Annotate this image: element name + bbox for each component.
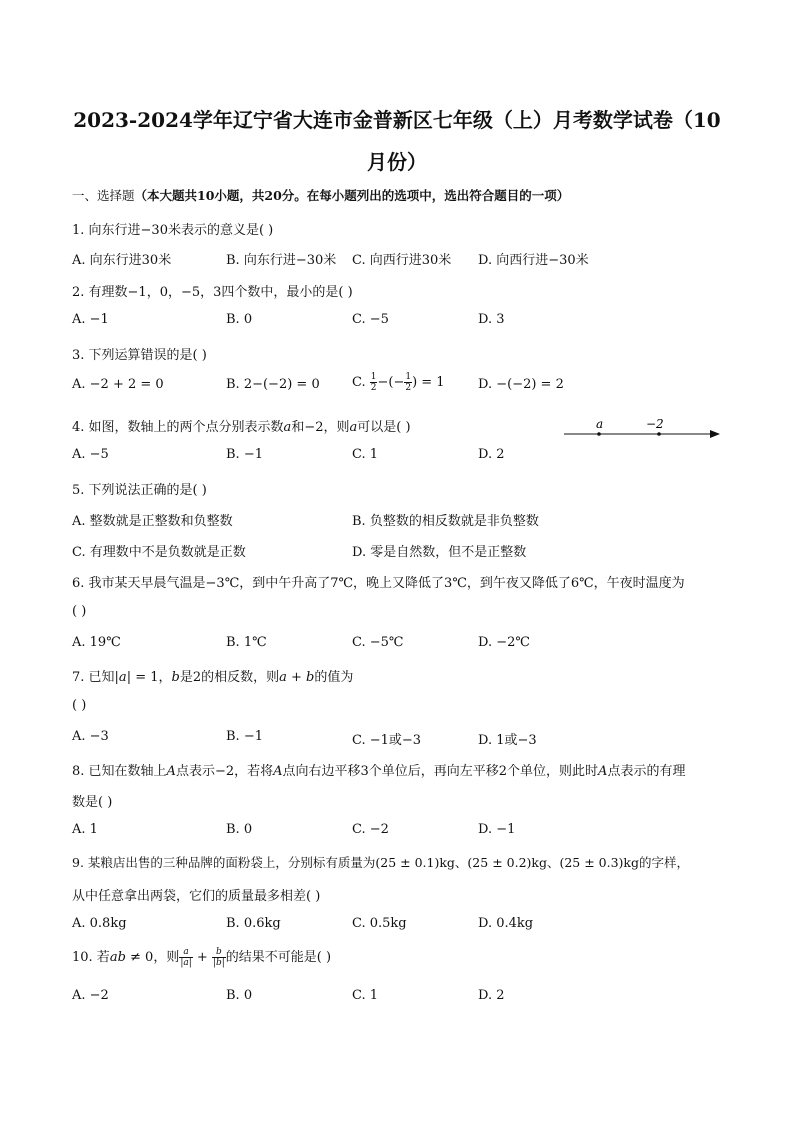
q7-option-d: D. 1或−3 [478, 733, 537, 748]
question-8-stem: 8. 已知在数轴上A点表示−2，若将A点向右边平移3个单位后，再向左平移2个单位，则此时A点表示的有理 [72, 764, 686, 779]
question-3-stem: 3. 下列运算错误的是( ) [72, 348, 207, 363]
q8-option-c: C. −2 [352, 822, 389, 837]
q8-option-b: B. 0 [226, 822, 253, 837]
q4-option-a: A. −5 [72, 447, 109, 462]
q3-option-a: A. −2 + 2 = 0 [72, 377, 164, 392]
point-a [597, 432, 601, 436]
q9-option-a: A. 0.8kg [72, 916, 127, 931]
q5-option-c: C. 有理数中不是负数就是正数 [72, 545, 246, 560]
exam-title-line1: 2023-2024学年辽宁省大连市金普新区七年级（上）月考数学试卷（10 [73, 108, 721, 132]
q3-option-c: C. $\frac{1}{2}$ −(− $\frac{1}{2}$ ) = 1 [352, 372, 445, 393]
label-minus-two: −2 [646, 417, 664, 431]
q6-option-c: C. −5℃ [352, 635, 404, 650]
question-6-stem: 6. 我市某天早晨气温是−3℃，到中午升高了7℃，晚上又降低了3℃，到午夜又降低了6℃，午夜时温度为 [72, 576, 685, 591]
question-8-stem-cont: 数是( ) [72, 795, 113, 810]
q2-option-d: D. 3 [478, 312, 505, 327]
question-4-stem: 4. 如图，数轴上的两个点分别表示数a和−2，则a可以是( ) [72, 420, 411, 435]
arrow-right-icon [710, 430, 720, 438]
number-line-figure [562, 416, 724, 442]
q4-option-b: B. −1 [226, 447, 263, 462]
q9-option-c: C. 0.5kg [352, 916, 407, 931]
fraction-b-over-abs-b: $\frac{b}{|b|}$ [212, 947, 225, 968]
q2-option-b: B. 0 [226, 312, 253, 327]
q5-option-d: D. 零是自然数，但不是正整数 [352, 545, 527, 560]
section-label: 一、选择题 [72, 188, 135, 203]
question-9-stem-cont: 从中任意拿出两袋，它们的质量最多相差( ) [72, 889, 321, 904]
q9-option-d: D. 0.4kg [478, 916, 534, 931]
q4-option-d: D. 2 [478, 447, 505, 462]
q3-option-b: B. 2−(−2) = 0 [226, 377, 320, 392]
fraction-a-over-abs-a: $\frac{a}{|a|}$ [180, 947, 192, 968]
question-7-stem-cont: ( ) [72, 698, 87, 713]
q1-option-d: D. 向西行进−30米 [478, 253, 589, 268]
q6-option-d: D. −2℃ [478, 635, 530, 650]
q9-option-b: B. 0.6kg [226, 916, 281, 931]
question-9-stem: 9. 某粮店出售的三种品牌的面粉袋上，分别标有质量为(25 ± 0.1)kg、(25 ± 0.2)kg、(25 ± 0.3)kg的字样， [72, 855, 690, 870]
q10-option-c: C. 1 [352, 988, 379, 1003]
q8-option-d: D. −1 [478, 822, 516, 837]
question-2-stem: 2. 有理数−1，0，−5，3四个数中，最小的是( ) [72, 285, 353, 300]
fraction-half: $\frac{1}{2}$ [405, 372, 412, 393]
question-5-stem: 5. 下列说法正确的是( ) [72, 483, 207, 498]
q10-option-a: A. −2 [72, 988, 109, 1003]
q7-option-c: C. −1或−3 [352, 733, 422, 748]
q3-option-d: D. −(−2) = 2 [478, 377, 564, 392]
exam-title-line2: 月份） [367, 150, 427, 174]
point-minus-two [657, 432, 661, 436]
q2-option-c: C. −5 [352, 312, 389, 327]
question-7-stem: 7. 已知|a| = 1，b是2的相反数，则a + b的值为 [72, 670, 354, 685]
q1-option-b: B. 向东行进−30米 [226, 253, 337, 268]
q7-option-b: B. −1 [226, 729, 263, 744]
label-a: a [596, 417, 604, 431]
section-heading [72, 186, 569, 204]
q10-option-b: B. 0 [226, 988, 253, 1003]
q1-option-a: A. 向东行进30米 [72, 253, 172, 268]
q2-option-a: A. −1 [72, 312, 109, 327]
question-10-stem: 10. 若ab ≠ 0，则 $\frac{a}{|a|}$ + $\frac{b}{|b|}$ 的结果不可能是( ) [72, 947, 332, 968]
q4-option-c: C. 1 [352, 447, 379, 462]
q6-option-a: A. 19℃ [72, 635, 121, 650]
q7-option-a: A. −3 [72, 729, 109, 744]
q10-option-d: D. 2 [478, 988, 505, 1003]
q6-option-b: B. 1℃ [226, 635, 267, 650]
q8-option-a: A. 1 [72, 822, 98, 837]
q5-option-b: B. 负整数的相反数就是非负整数 [352, 514, 539, 529]
section-detail: （本大题共10小题，共20分。在每小题列出的选项中，选出符合题目的一项） [134, 188, 570, 203]
q5-option-a: A. 整数就是正整数和负整数 [72, 514, 233, 529]
q1-option-c: C. 向西行进30米 [352, 253, 452, 268]
question-6-stem-cont: ( ) [72, 604, 87, 619]
question-1-stem: 1. 向东行进−30米表示的意义是( ) [72, 223, 274, 238]
fraction-half: $\frac{1}{2}$ [370, 372, 377, 393]
